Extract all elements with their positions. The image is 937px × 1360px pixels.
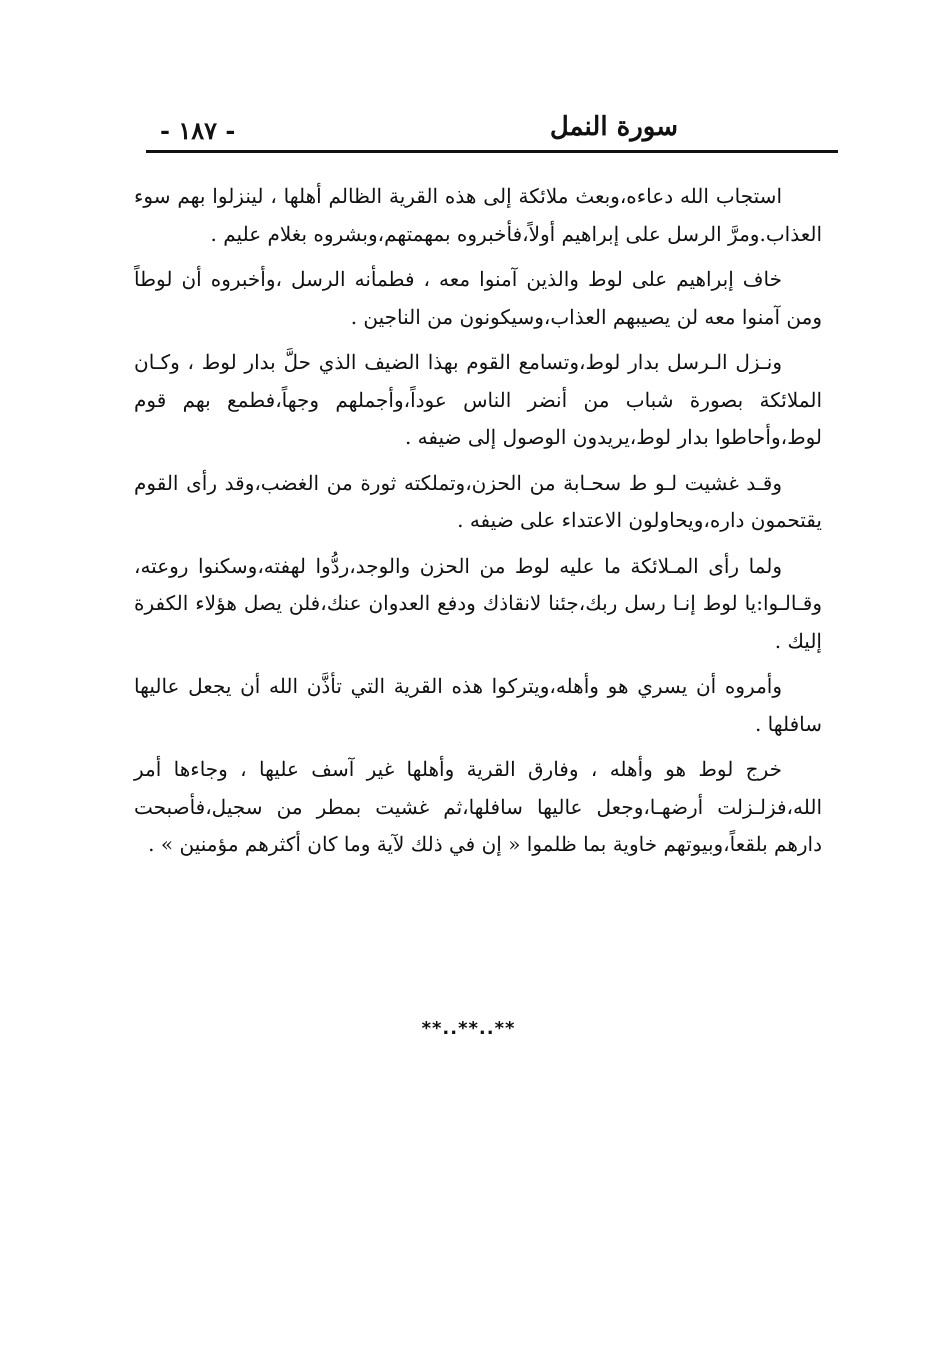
- section-separator: **..**..**: [421, 1018, 516, 1039]
- body-text: [134, 178, 822, 872]
- paragraph: خاف إبراهيم على لوط والذين آمنوا معه ، فطمأنه الرسل ،وأخبروه أن لوطاً ومن آمنوا معه لن يصيبهم العذاب،وسيكونون من الناجين .: [134, 267, 822, 329]
- paragraph: وأمروه أن يسري هو وأهله،ويتركوا هذه القرية التي تأذَّن الله أن يجعل عاليها سافلها .: [134, 674, 822, 736]
- paragraph: ونـزل الـرسل بدار لوط،وتسامع القوم بهذا الضيف الذي حلَّ بدار لوط ، وكـان الملائكة بصورة شباب من أنضر الناس عوداً،وأجملهم وجهاً،فطمع بهم قوم لوط،وأحاطوا بدار لوط،يريدون الوصول إلى ضيفه .: [134, 350, 822, 449]
- paragraph: استجاب الله دعاءه،وبعث ملائكة إلى هذه القرية الظالم أهلها ، لينزلوا بهم سوء العذاب.ومرَّ الرسل على إبراهيم أولاً،فأخبروه بمهمتهم،وبشروه بغلام عليم .: [134, 184, 822, 246]
- page-title: سورة النمل: [549, 112, 678, 142]
- page-header: [146, 112, 838, 152]
- page-number: - ١٨٧ -: [160, 116, 236, 145]
- header-rule: [146, 150, 838, 153]
- paragraph: ولما رأى المـلائكة ما عليه لوط من الحزن والوجد،ردُّوا لهفته،وسكنوا روعته، وقـالـوا:يا لوط إنـا رسل ربك،جئنا لانقاذك ودفع العدوان عنك،فلن يصل هؤلاء الكفرة إليك .: [134, 553, 822, 653]
- paragraph: خرج لوط هو وأهله ، وفارق القرية وأهلها غير آسف عليها ، وجاءها أمر الله،فزلـزلت أرضهـا،وجعل عاليها سافلها،ثم غشيت بمطر من سجيل،فأصبحت دارهم بلقعاً،وبيوتهم خاوية بما ظلموا « إن في ذلك لآية وما كان أكثرهم مؤمنين » .: [134, 757, 822, 856]
- paragraph: وقـد غشيت لـو ط سحـابة من الحزن،وتملكته ثورة من الغضب،وقد رأى القوم يقتحمون داره،ويحاولون الاعتداء على ضيفه .: [134, 470, 822, 532]
